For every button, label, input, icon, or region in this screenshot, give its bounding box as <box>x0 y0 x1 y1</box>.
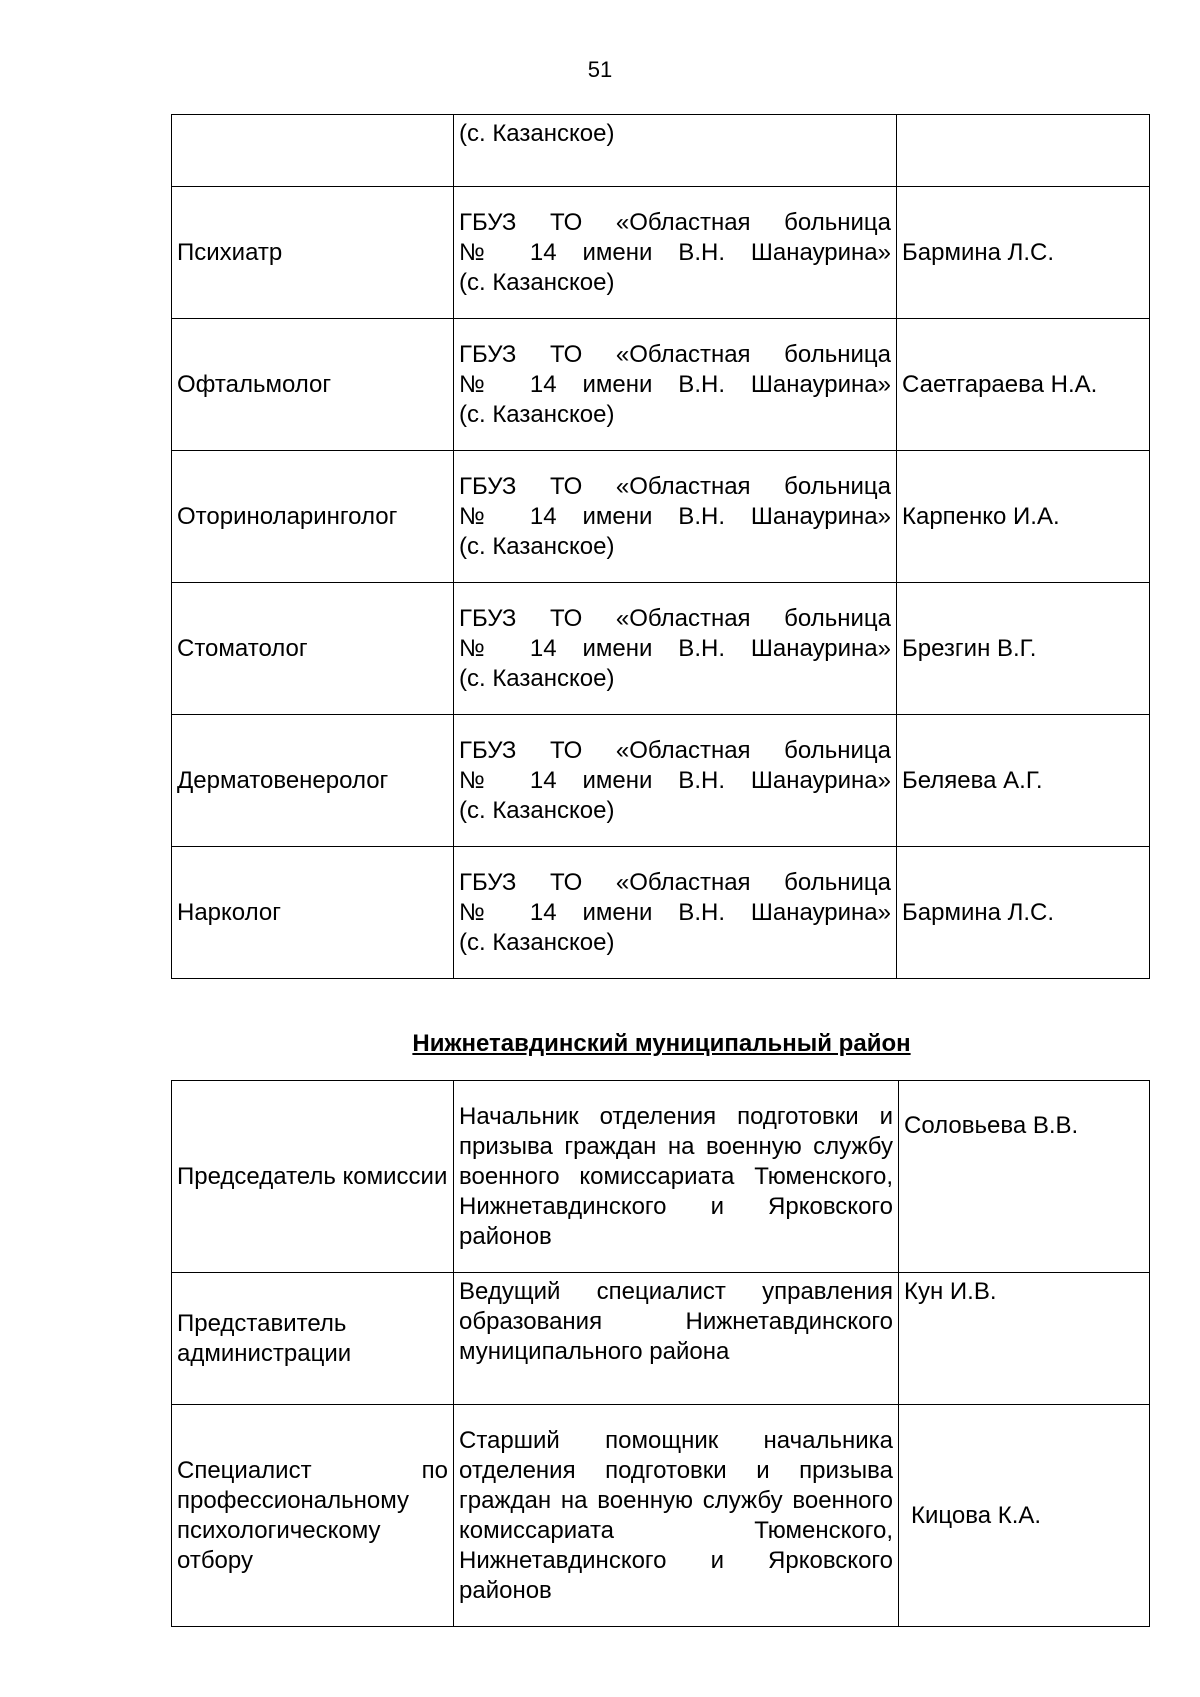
section-heading: Нижнетавдинский муниципальный район <box>412 1030 911 1057</box>
table-row <box>172 1081 1150 1273</box>
table-row <box>172 715 1150 847</box>
role-cell: Офтальмолог <box>172 319 454 451</box>
person-cell: Бармина Л.С. <box>897 847 1150 979</box>
organization-cell: Ведущий специалист управления образования Нижнетавдинского муниципального района <box>454 1273 899 1405</box>
role-cell: Нарколог <box>172 847 454 979</box>
role-cell: Стоматолог <box>172 583 454 715</box>
commission-table <box>171 1080 1150 1627</box>
person-cell: Кицова К.А. <box>899 1405 1150 1627</box>
organization-name: № 14 имени В.Н. Шанаурина» <box>459 634 891 662</box>
person-cell <box>897 115 1150 187</box>
person-cell: Карпенко И.А. <box>897 451 1150 583</box>
role-cell: Председатель комиссии <box>172 1081 454 1273</box>
organization-location: (с. Казанское) <box>459 796 615 824</box>
organization-location: (с. Казанское) <box>459 400 615 428</box>
person-cell: Кун И.В. <box>899 1273 1150 1405</box>
role-cell: Дерматовенеролог <box>172 715 454 847</box>
organization-cell <box>454 847 897 979</box>
organization-name: № 14 имени В.Н. Шанаурина» <box>459 502 891 530</box>
role-cell: Специалист по профессиональному психологическому отбору <box>172 1405 454 1627</box>
person-cell: Брезгин В.Г. <box>897 583 1150 715</box>
table-row <box>172 451 1150 583</box>
organization-location: (с. Казанское) <box>459 268 615 296</box>
organization-cell <box>454 451 897 583</box>
role-cell: Психиатр <box>172 187 454 319</box>
organization-name: ГБУЗ ТО «Областная больница <box>459 340 891 368</box>
organization-name: № 14 имени В.Н. Шанаурина» <box>459 766 891 794</box>
organization-cell <box>454 115 897 187</box>
organization-name: № 14 имени В.Н. Шанаурина» <box>459 238 891 266</box>
organization-cell <box>454 715 897 847</box>
organization-name: ГБУЗ ТО «Областная больница <box>459 472 891 500</box>
organization-name: ГБУЗ ТО «Областная больница <box>459 736 891 764</box>
organization-location: (с. Казанское) <box>459 928 615 956</box>
organization-name: № 14 имени В.Н. Шанаурина» <box>459 898 891 926</box>
person-cell: Беляева А.Г. <box>897 715 1150 847</box>
role-cell: Представитель администрации <box>172 1273 454 1405</box>
organization-name: ГБУЗ ТО «Областная больница <box>459 208 891 236</box>
organization-name: ГБУЗ ТО «Областная больница <box>459 868 891 896</box>
organization-cell <box>454 187 897 319</box>
page-number: 51 <box>587 57 613 82</box>
organization-name: № 14 имени В.Н. Шанаурина» <box>459 370 891 398</box>
specialists-table <box>171 114 1150 979</box>
person-cell: Соловьева В.В. <box>899 1081 1150 1273</box>
table-row <box>172 847 1150 979</box>
table-row <box>172 1273 1150 1405</box>
organization-location: (с. Казанское) <box>459 532 615 560</box>
table-row <box>172 319 1150 451</box>
organization-cell <box>454 319 897 451</box>
table-row <box>172 583 1150 715</box>
role-cell: Оториноларинголог <box>172 451 454 583</box>
organization-cell: Старший помощник начальника отделения подготовки и призыва граждан на военную службу военного комиссариата Тюменского, Нижнетавдинского и Ярковского районов <box>454 1405 899 1627</box>
role-cell <box>172 115 454 187</box>
table-row <box>172 115 1150 187</box>
organization-location: (с. Казанское) <box>459 664 615 692</box>
organization-cell: Начальник отделения подготовки и призыва граждан на военную службу военного комиссариата Тюменского, Нижнетавдинского и Ярковского районов <box>454 1081 899 1273</box>
organization-name: ГБУЗ ТО «Областная больница <box>459 604 891 632</box>
person-cell: Бармина Л.С. <box>897 187 1150 319</box>
organization-cell <box>454 583 897 715</box>
person-cell: Саетгараева Н.А. <box>897 319 1150 451</box>
table-row <box>172 187 1150 319</box>
table-row <box>172 1405 1150 1627</box>
organization-location: (с. Казанское) <box>459 120 615 147</box>
